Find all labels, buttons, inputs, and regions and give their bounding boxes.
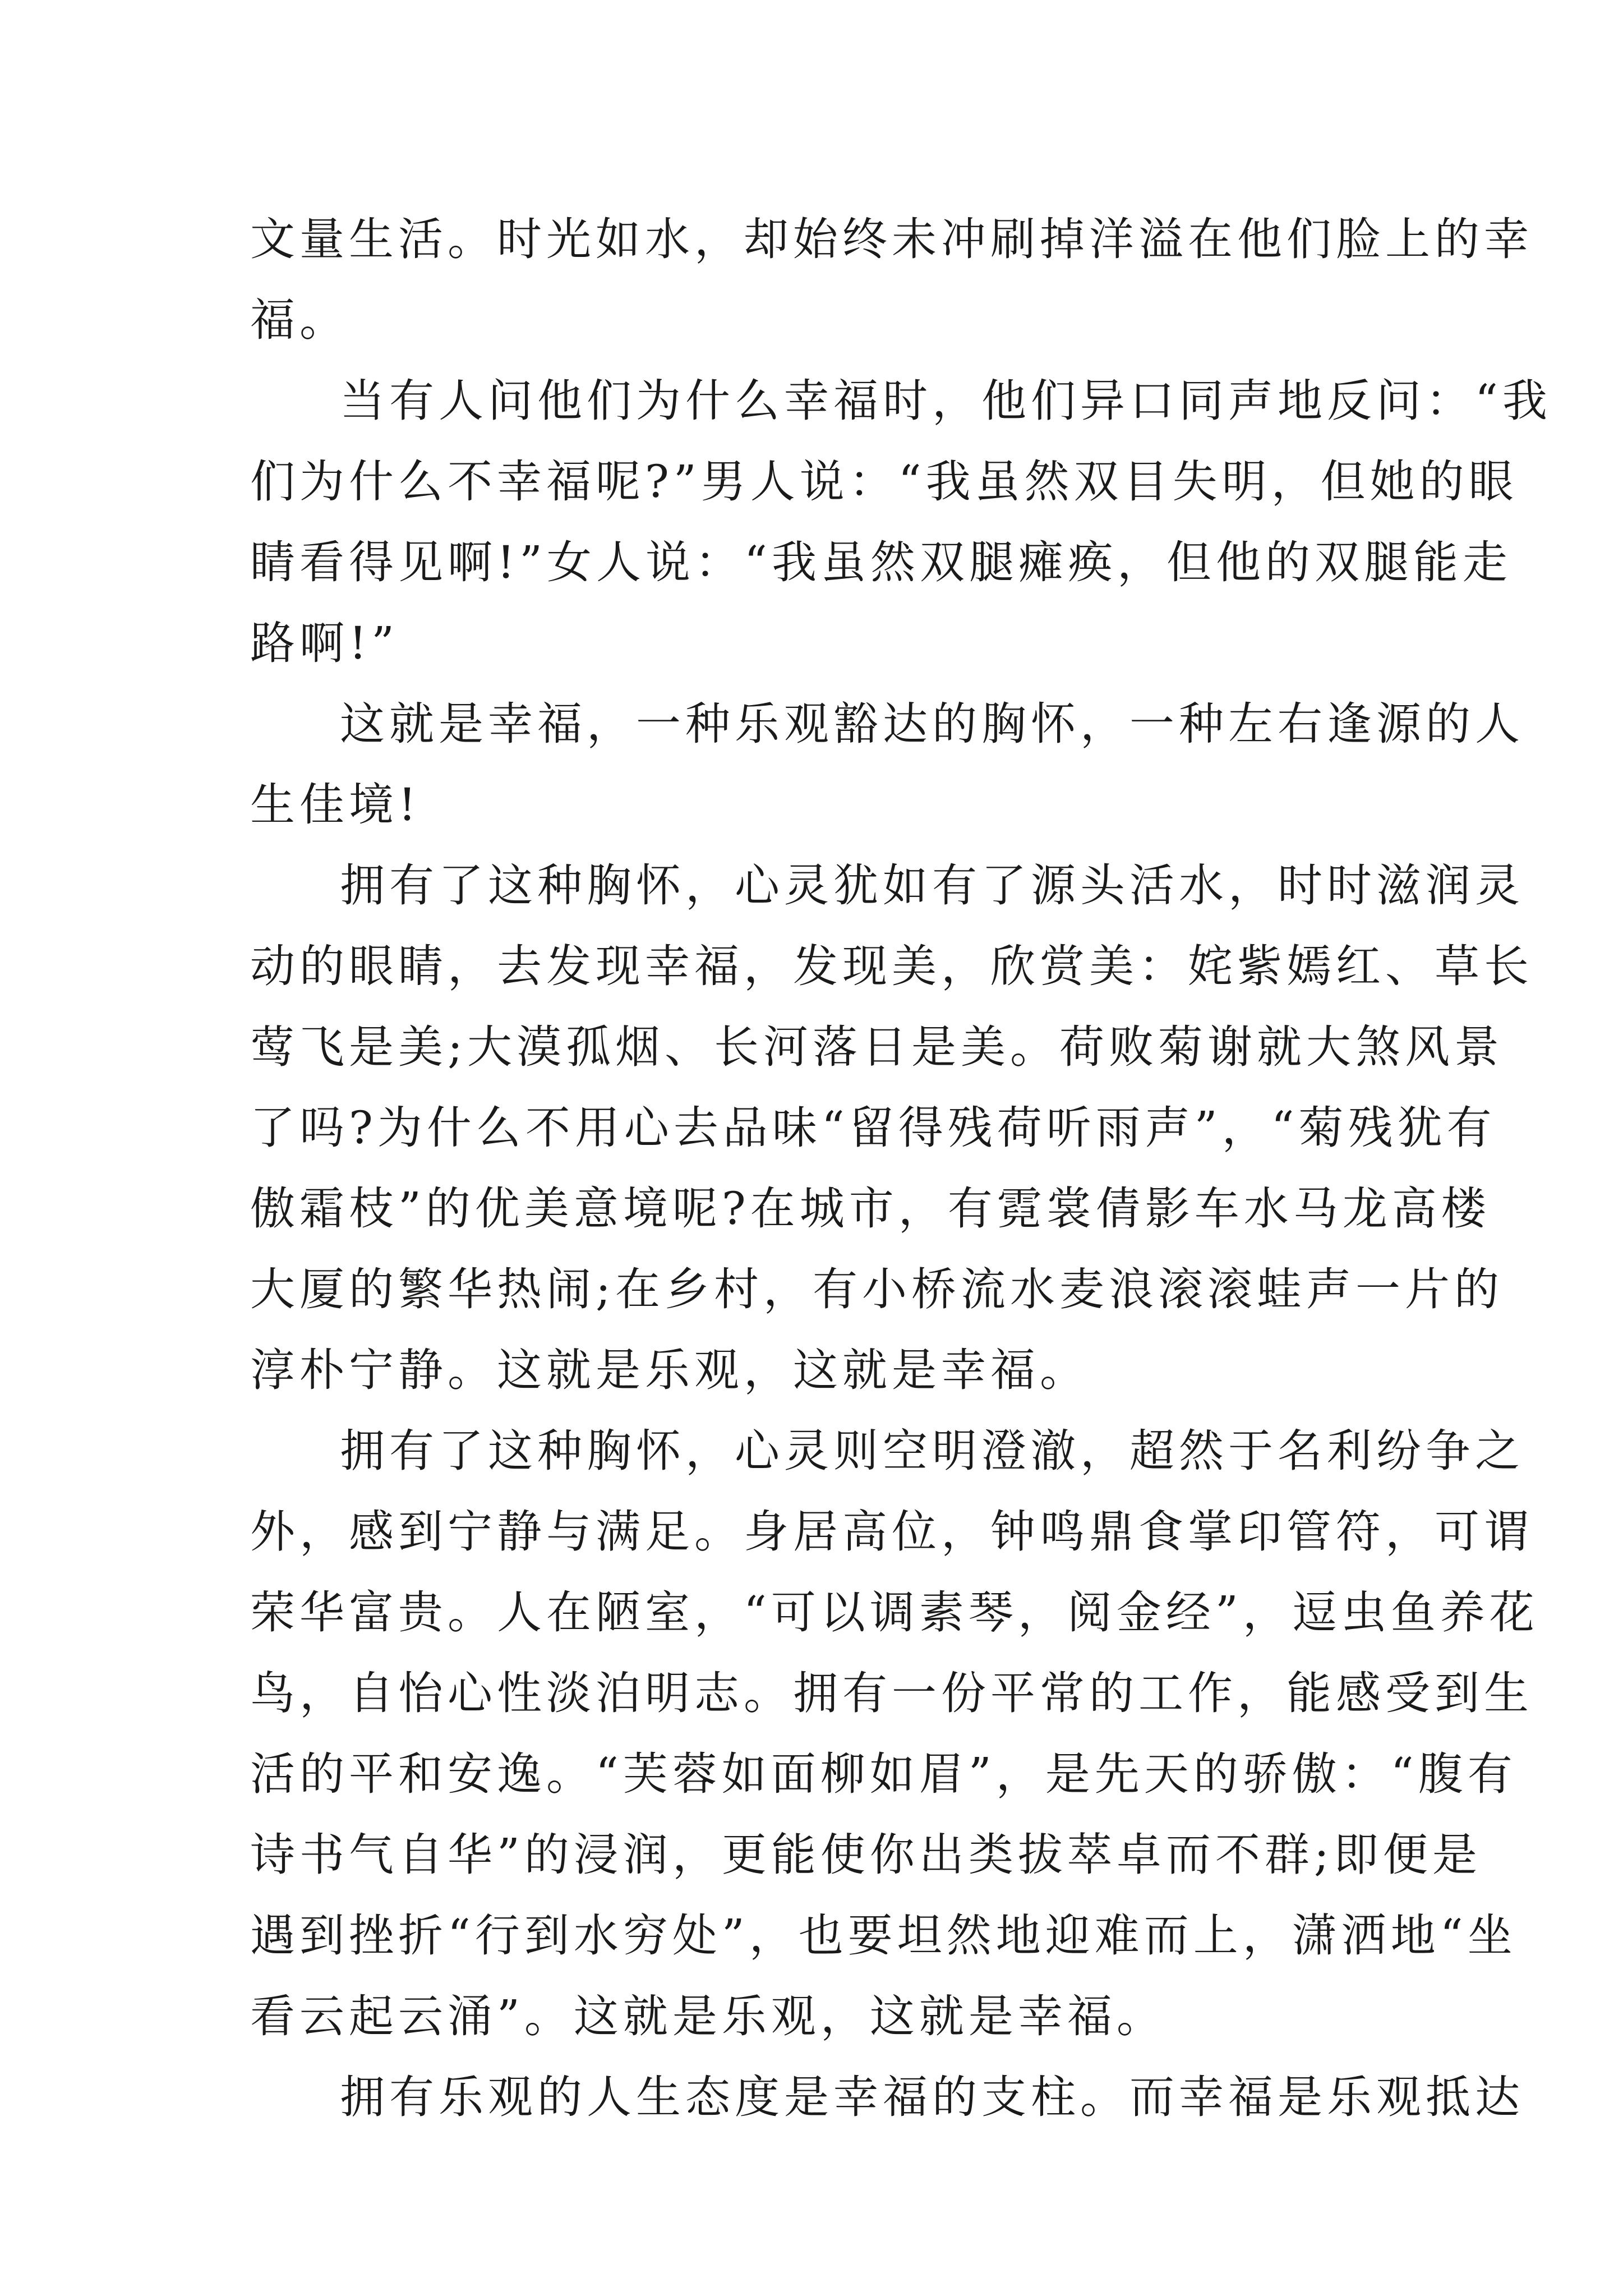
text-line: 这就是幸福，一种乐观豁达的胸怀，一种左右逢源的人 <box>340 698 1524 750</box>
text-line: 活的平和安逸。“芙蓉如面柳如眉”，是先天的骄傲：“腹有 <box>250 1748 1517 1800</box>
text-line: 拥有乐观的人生态度是幸福的支柱。而幸福是乐观抵达 <box>340 2071 1524 2123</box>
text-line: 大厦的繁华热闹;在乡村，有小桥流水麦浪滚滚蛙声一片的 <box>250 1263 1504 1315</box>
text-line: 路啊!” <box>250 617 399 669</box>
text-line: 莺飞是美;大漠孤烟、长河落日是美。荷败菊谢就大煞风景 <box>250 1021 1504 1073</box>
text-line: 文量生活。时光如水，却始终未冲刷掉洋溢在他们脸上的幸 <box>250 213 1533 265</box>
text-line: 拥有了这种胸怀，心灵犹如有了源头活水，时时滋润灵 <box>340 859 1524 912</box>
text-line: 睛看得见啊!”女人说：“我虽然双腿瘫痪，但他的双腿能走 <box>250 536 1512 588</box>
text-line: 福。 <box>250 294 349 346</box>
body-text <box>250 199 1552 2138</box>
text-line: 傲霜枝”的优美意境呢?在城市，有霓裳倩影车水马龙高楼 <box>250 1182 1491 1235</box>
text-line: 拥有了这种胸怀，心灵则空明澄澈，超然于名利纷争之 <box>340 1425 1524 1477</box>
text-line: 遇到挫折“行到水穷处”，也要坦然地迎难而上，潇洒地“坐 <box>250 1910 1517 1962</box>
text-line: 生佳境! <box>250 779 421 831</box>
text-line: 诗书气自华”的浸润，更能使你出类拔萃卓而不群;即便是 <box>250 1829 1482 1881</box>
text-line: 外，感到宁静与满足。身居高位，钟鸣鼎食掌印管符，可谓 <box>250 1506 1533 1558</box>
text-line: 看云起云涌”。这就是乐观，这就是幸福。 <box>250 1990 1166 2042</box>
text-line: 荣华富贵。人在陋室，“可以调素琴，阅金经”，逗虫鱼养花 <box>250 1586 1539 1639</box>
text-line: 鸟，自怡心性淡泊明志。拥有一份平常的工作，能感受到生 <box>250 1667 1533 1719</box>
text-line: 当有人问他们为什么幸福时，他们异口同声地反问：“我 <box>340 375 1552 427</box>
text-line: 了吗?为什么不用心去品味“留得残荷听雨声”，“菊残犹有 <box>250 1102 1496 1154</box>
text-line: 淳朴宁静。这就是乐观，这就是幸福。 <box>250 1344 1089 1396</box>
text-line: 动的眼睛，去发现幸福，发现美，欣赏美：姹紫嫣红、草长 <box>250 940 1533 992</box>
text-line: 们为什么不幸福呢?”男人说：“我虽然双目失明，但她的眼 <box>250 455 1518 508</box>
